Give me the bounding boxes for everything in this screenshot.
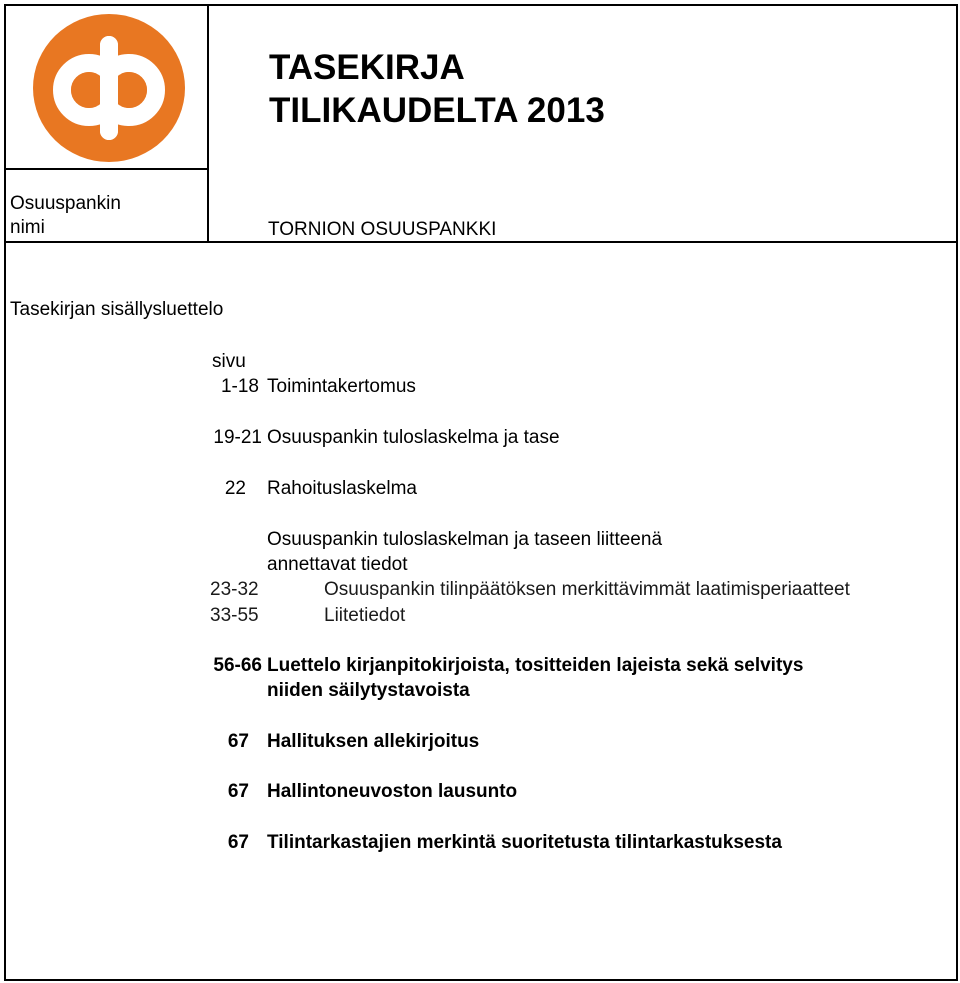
title-line-2: TILIKAUDELTA 2013	[269, 91, 605, 130]
toc-entry-text: Tilintarkastajien merkintä suoritetusta tilintarkastuksesta	[267, 832, 782, 853]
toc-entry-page: 22	[224, 478, 246, 499]
toc-entry-text-line-2: niiden säilytystavoista	[267, 680, 470, 701]
toc-section-heading-line-1: Osuuspankin tuloslaskelman ja taseen liitteenä	[267, 529, 663, 550]
toc-entry-text: Osuuspankin tilinpäätöksen merkittävimmät laatimisperiaatteet	[324, 579, 850, 600]
op-logo-icon	[33, 14, 185, 162]
bank-name-value: TORNION OSUUSPANKKI	[268, 219, 497, 240]
bank-name-label-line-1: Osuuspankin	[10, 193, 121, 214]
logo-cell	[6, 6, 209, 168]
toc-entry-text: Hallituksen allekirjoitus	[267, 731, 480, 752]
toc-entry-page: 33-55	[210, 605, 259, 626]
toc-entry-page: 19-21	[213, 427, 262, 448]
toc-entry-page: 1-18	[220, 376, 259, 397]
toc-entry-text: Osuuspankin tuloslaskelma ja tase	[267, 427, 560, 448]
bank-name-label-line-2: nimi	[10, 217, 45, 238]
toc-entry-page: 23-32	[210, 579, 259, 600]
toc-entry-text-line-1: Luettelo kirjanpitokirjoista, tositteiden lajeista sekä selvitys	[267, 655, 804, 676]
title-line-1: TASEKIRJA	[269, 48, 465, 87]
toc-entry-page: 67	[227, 781, 249, 802]
toc-entry-text: Rahoituslaskelma	[267, 478, 417, 499]
toc-page-header: sivu	[212, 351, 246, 372]
divider-vertical	[207, 168, 209, 243]
toc-section-heading-line-2: annettavat tiedot	[267, 554, 408, 575]
toc-title: Tasekirjan sisällysluettelo	[10, 299, 224, 320]
toc-entry-text: Liitetiedot	[324, 605, 406, 626]
toc-entry-page: 67	[227, 832, 249, 853]
page-title	[269, 46, 605, 132]
toc-entry-text: Hallintoneuvoston lausunto	[267, 781, 518, 802]
toc-entry-page: 67	[227, 731, 249, 752]
bank-name-label	[10, 192, 121, 240]
document-frame	[4, 4, 958, 981]
toc-entry-page: 56-66	[213, 655, 262, 676]
toc-entry-text: Toimintakertomus	[267, 376, 416, 397]
